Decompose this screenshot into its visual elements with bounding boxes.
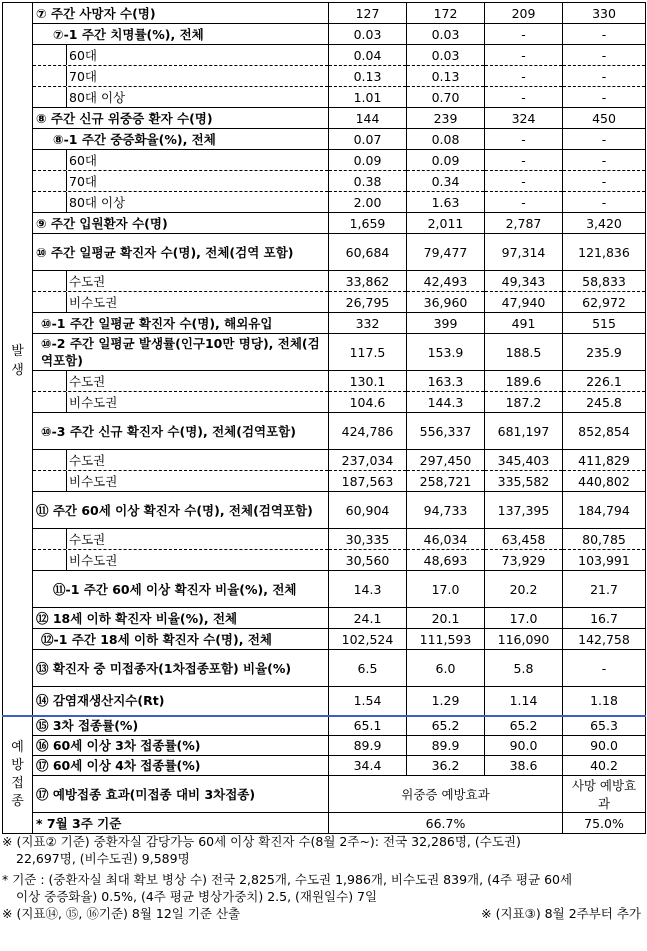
row-label: ⑭ 감염재생산지수(Rt) xyxy=(33,687,329,716)
row-value-w1: 104.6 xyxy=(329,392,407,413)
row-value-w3: 47,940 xyxy=(485,292,563,313)
row-value-w2: 556,337 xyxy=(407,413,485,450)
row-value-w4: 62,972 xyxy=(563,292,646,313)
footnote-criteria-line1: * 기준 : (중환자실 최대 확보 병상 수) 전국 2,825개, 수도권 1,986개, 비수도권 839개, (4주 평균 60세 xyxy=(2,872,573,887)
row-value-w4: 450 xyxy=(563,108,646,129)
row-label: 80대 이상 xyxy=(33,192,329,213)
footnote-basis xyxy=(2,905,645,922)
row-label: 비수도권 xyxy=(33,471,329,492)
row-label: ⑩ 주간 일평균 확진자 수(명), 전체(검역 포함) xyxy=(33,234,329,271)
row-value-w4: 3,420 xyxy=(563,213,646,234)
vaccine-row-value-w3: 90.0 xyxy=(485,736,563,756)
row-value-w4: - xyxy=(563,150,646,171)
row-label: 60대 xyxy=(33,150,329,171)
row-value-w3: - xyxy=(485,45,563,66)
row-label: ⑦ 주간 사망자 수(명) xyxy=(33,3,329,24)
row-value-w3: 20.2 xyxy=(485,571,563,608)
row-value-w1: 102,524 xyxy=(329,629,407,650)
table-row xyxy=(3,234,646,271)
row-label: 수도권 xyxy=(33,529,329,550)
row-value-w3: - xyxy=(485,192,563,213)
row-value-w3: 324 xyxy=(485,108,563,129)
row-value-w3: 49,343 xyxy=(485,271,563,292)
row-label: ⑫ 18세 이하 확진자 비율(%), 전체 xyxy=(33,608,329,629)
row-value-w4: 235.9 xyxy=(563,334,646,371)
row-value-w4: 142,758 xyxy=(563,629,646,650)
vaccine-row-value-w3: 65.2 xyxy=(485,716,563,736)
row-value-w2: 163.3 xyxy=(407,371,485,392)
vaccine-row-label: ⑰ 60세 이상 4차 접종률(%) xyxy=(33,756,329,776)
row-value-w1: 60,684 xyxy=(329,234,407,271)
table-row xyxy=(3,271,646,292)
row-value-w4: - xyxy=(563,66,646,87)
vaccine-row-value-w1: 65.1 xyxy=(329,716,407,736)
table-row xyxy=(3,492,646,529)
table-row xyxy=(3,629,646,650)
row-value-w1: 332 xyxy=(329,313,407,334)
table-row xyxy=(3,687,646,716)
row-label: ⑧-1 주간 중증화율(%), 전체 xyxy=(33,129,329,150)
row-value-w4: 58,833 xyxy=(563,271,646,292)
table-row xyxy=(3,650,646,687)
row-value-w2: 42,493 xyxy=(407,271,485,292)
row-label: ⑬ 확진자 중 미접종자(1차접종포함) 비율(%) xyxy=(33,650,329,687)
row-value-w2: 46,034 xyxy=(407,529,485,550)
row-label: 수도권 xyxy=(33,371,329,392)
row-value-w1: 1.01 xyxy=(329,87,407,108)
row-value-w1: 2.00 xyxy=(329,192,407,213)
row-value-w1: 130.1 xyxy=(329,371,407,392)
row-value-w1: 6.5 xyxy=(329,650,407,687)
table-row xyxy=(3,45,646,66)
row-value-w4: 245.8 xyxy=(563,392,646,413)
table-row xyxy=(3,171,646,192)
row-label: 80대 이상 xyxy=(33,87,329,108)
row-value-w4: 121,836 xyxy=(563,234,646,271)
table-row xyxy=(3,450,646,471)
row-label: ⑪ 주간 60세 이상 확진자 수(명), 전체(검역포함) xyxy=(33,492,329,529)
row-value-w4: 852,854 xyxy=(563,413,646,450)
row-value-w2: 36,960 xyxy=(407,292,485,313)
row-value-w3: 209 xyxy=(485,3,563,24)
table-row xyxy=(3,756,646,776)
row-label: ⑩-3 주간 신규 확진자 수(명), 전체(검역포함) xyxy=(33,413,329,450)
vaccine-row-value-w1: 89.9 xyxy=(329,736,407,756)
row-value-w2: 0.13 xyxy=(407,66,485,87)
row-value-w1: 0.13 xyxy=(329,66,407,87)
row-value-w2: 0.03 xyxy=(407,45,485,66)
row-value-w1: 144 xyxy=(329,108,407,129)
row-value-w2: 1.29 xyxy=(407,687,485,716)
row-value-w2: 0.70 xyxy=(407,87,485,108)
row-value-w3: 187.2 xyxy=(485,392,563,413)
row-value-w3: - xyxy=(485,129,563,150)
row-value-w2: 17.0 xyxy=(407,571,485,608)
vaccine-row-label: ⑯ 60세 이상 3차 접종률(%) xyxy=(33,736,329,756)
table-row xyxy=(3,213,646,234)
row-value-w3: 491 xyxy=(485,313,563,334)
table-row xyxy=(3,471,646,492)
row-value-w4: 440,802 xyxy=(563,471,646,492)
row-value-w3: - xyxy=(485,24,563,45)
row-value-w4: 80,785 xyxy=(563,529,646,550)
row-label: ⑪-1 주간 60세 이상 확진자 비율(%), 전체 xyxy=(33,571,329,608)
row-value-w3: 2,787 xyxy=(485,213,563,234)
row-label: 수도권 xyxy=(33,271,329,292)
row-value-w1: 187,563 xyxy=(329,471,407,492)
row-value-w1: 24.1 xyxy=(329,608,407,629)
row-value-w3: 116,090 xyxy=(485,629,563,650)
row-value-w1: 424,786 xyxy=(329,413,407,450)
table-row xyxy=(3,150,646,171)
row-value-w4: - xyxy=(563,24,646,45)
row-value-w4: - xyxy=(563,87,646,108)
row-value-w4: - xyxy=(563,650,646,687)
row-value-w4: 21.7 xyxy=(563,571,646,608)
row-value-w1: 237,034 xyxy=(329,450,407,471)
footnotes xyxy=(2,833,645,922)
footnote-icu-line1: ※ (지표② 기준) 중환자실 감당가능 60세 이상 확진자 수(8월 2주~): 전국 32,286명, (수도권) xyxy=(2,834,521,849)
vaccine-row-value-w1: 34.4 xyxy=(329,756,407,776)
effect-col2-header: 사망 예방효과 xyxy=(563,776,646,813)
vaccine-row-value-w2: 36.2 xyxy=(407,756,485,776)
row-value-w2: 0.08 xyxy=(407,129,485,150)
table-row xyxy=(3,192,646,213)
row-value-w2: 2,011 xyxy=(407,213,485,234)
row-value-w3: 188.5 xyxy=(485,334,563,371)
row-value-w4: 184,794 xyxy=(563,492,646,529)
row-value-w1: 60,904 xyxy=(329,492,407,529)
row-value-w4: 411,829 xyxy=(563,450,646,471)
row-value-w3: 681,197 xyxy=(485,413,563,450)
effect-col1-header: 위중증 예방효과 xyxy=(329,776,563,813)
row-label: 수도권 xyxy=(33,450,329,471)
row-value-w1: 0.09 xyxy=(329,150,407,171)
effect-label: ⑰ 예방접종 효과(미접종 대비 3차접종) xyxy=(33,776,329,813)
vaccine-row-label: ⑮ 3차 접종률(%) xyxy=(33,716,329,736)
table-row xyxy=(3,571,646,608)
row-label: 70대 xyxy=(33,66,329,87)
row-value-w3: 137,395 xyxy=(485,492,563,529)
table-row xyxy=(3,24,646,45)
row-value-w4: 103,991 xyxy=(563,550,646,571)
vaccine-row-value-w4: 40.2 xyxy=(563,756,646,776)
row-value-w2: 48,693 xyxy=(407,550,485,571)
row-value-w2: 20.1 xyxy=(407,608,485,629)
effect-row-header xyxy=(3,776,646,813)
row-label: ⑩-2 주간 일평균 발생률(인구10만 명당), 전체(검역포함) xyxy=(33,334,329,371)
row-value-w1: 117.5 xyxy=(329,334,407,371)
row-value-w3: - xyxy=(485,171,563,192)
row-value-w3: 189.6 xyxy=(485,371,563,392)
vaccine-row-value-w2: 89.9 xyxy=(407,736,485,756)
row-value-w3: 73,929 xyxy=(485,550,563,571)
row-value-w2: 0.34 xyxy=(407,171,485,192)
row-label: 70대 xyxy=(33,171,329,192)
row-label: 비수도권 xyxy=(33,392,329,413)
row-value-w1: 14.3 xyxy=(329,571,407,608)
row-value-w2: 399 xyxy=(407,313,485,334)
row-label: ⑦-1 주간 치명률(%), 전체 xyxy=(33,24,329,45)
table-row xyxy=(3,87,646,108)
row-value-w4: 515 xyxy=(563,313,646,334)
row-value-w1: 1.54 xyxy=(329,687,407,716)
category-vaccination: 예방 접종 xyxy=(3,716,33,834)
row-value-w3: 97,314 xyxy=(485,234,563,271)
table-row xyxy=(3,371,646,392)
footnote-icu-line2: 22,697명, (비수도권) 9,589명 xyxy=(16,851,190,866)
row-label: 60대 xyxy=(33,45,329,66)
row-value-w2: 172 xyxy=(407,3,485,24)
row-value-w4: 226.1 xyxy=(563,371,646,392)
row-value-w2: 0.03 xyxy=(407,24,485,45)
row-value-w3: 5.8 xyxy=(485,650,563,687)
row-value-w1: 0.03 xyxy=(329,24,407,45)
row-value-w3: 1.14 xyxy=(485,687,563,716)
row-value-w1: 127 xyxy=(329,3,407,24)
row-value-w2: 0.09 xyxy=(407,150,485,171)
row-value-w1: 30,560 xyxy=(329,550,407,571)
row-label: 비수도권 xyxy=(33,292,329,313)
indicator-table xyxy=(2,2,646,834)
row-value-w3: - xyxy=(485,66,563,87)
row-value-w1: 1,659 xyxy=(329,213,407,234)
row-value-w2: 94,733 xyxy=(407,492,485,529)
row-value-w4: - xyxy=(563,45,646,66)
footnote-criteria-line2: 이상 중증화율) 0.5%, (4주 평균 병상가중치) 2.5, (재원일수) 7일 xyxy=(16,889,378,904)
table-row xyxy=(3,550,646,571)
effect-row-values xyxy=(3,813,646,834)
footnote-basis-date: ※ (지표⑭, ⑮, ⑯기준) 8월 12일 기준 산출 xyxy=(2,906,241,921)
row-value-w4: 330 xyxy=(563,3,646,24)
row-value-w4: - xyxy=(563,129,646,150)
footnote-added-indicator: ※ (지표③) 8월 2주부터 추가 xyxy=(481,906,641,921)
row-value-w2: 1.63 xyxy=(407,192,485,213)
row-label: ⑧ 주간 신규 위중증 환자 수(명) xyxy=(33,108,329,129)
table-row xyxy=(3,413,646,450)
row-value-w1: 0.07 xyxy=(329,129,407,150)
table-row xyxy=(3,736,646,756)
row-value-w4: - xyxy=(563,192,646,213)
table-row xyxy=(3,716,646,736)
table-row xyxy=(3,529,646,550)
row-value-w2: 258,721 xyxy=(407,471,485,492)
row-label: ⑫-1 주간 18세 이하 확진자 수(명), 전체 xyxy=(33,629,329,650)
table-row xyxy=(3,313,646,334)
vaccine-row-value-w4: 90.0 xyxy=(563,736,646,756)
effect-col1-value: 66.7% xyxy=(329,813,563,834)
row-value-w3: - xyxy=(485,150,563,171)
vaccine-row-value-w3: 38.6 xyxy=(485,756,563,776)
row-value-w3: 63,458 xyxy=(485,529,563,550)
table-row xyxy=(3,392,646,413)
row-label: ⑨ 주간 입원환자 수(명) xyxy=(33,213,329,234)
vaccine-row-value-w2: 65.2 xyxy=(407,716,485,736)
effect-period: * 7월 3주 기준 xyxy=(33,813,329,834)
table-row xyxy=(3,108,646,129)
row-value-w4: 1.18 xyxy=(563,687,646,716)
table-row xyxy=(3,334,646,371)
table-row xyxy=(3,66,646,87)
row-value-w3: - xyxy=(485,87,563,108)
row-label: 비수도권 xyxy=(33,550,329,571)
row-value-w2: 6.0 xyxy=(407,650,485,687)
category-occurrence: 발생 xyxy=(3,3,33,716)
table-row xyxy=(3,3,646,24)
row-value-w1: 26,795 xyxy=(329,292,407,313)
row-value-w4: - xyxy=(563,171,646,192)
effect-col2-value: 75.0% xyxy=(563,813,646,834)
row-value-w2: 144.3 xyxy=(407,392,485,413)
vaccine-row-value-w4: 65.3 xyxy=(563,716,646,736)
row-value-w1: 33,862 xyxy=(329,271,407,292)
row-value-w2: 111,593 xyxy=(407,629,485,650)
row-value-w1: 0.04 xyxy=(329,45,407,66)
table-row xyxy=(3,292,646,313)
row-value-w3: 17.0 xyxy=(485,608,563,629)
row-label: ⑩-1 주간 일평균 확진자 수(명), 해외유입 xyxy=(33,313,329,334)
row-value-w1: 30,335 xyxy=(329,529,407,550)
row-value-w2: 153.9 xyxy=(407,334,485,371)
row-value-w3: 345,403 xyxy=(485,450,563,471)
row-value-w2: 79,477 xyxy=(407,234,485,271)
table-row xyxy=(3,129,646,150)
row-value-w2: 239 xyxy=(407,108,485,129)
row-value-w2: 297,450 xyxy=(407,450,485,471)
table-row xyxy=(3,608,646,629)
row-value-w4: 16.7 xyxy=(563,608,646,629)
row-value-w3: 335,582 xyxy=(485,471,563,492)
row-value-w1: 0.38 xyxy=(329,171,407,192)
